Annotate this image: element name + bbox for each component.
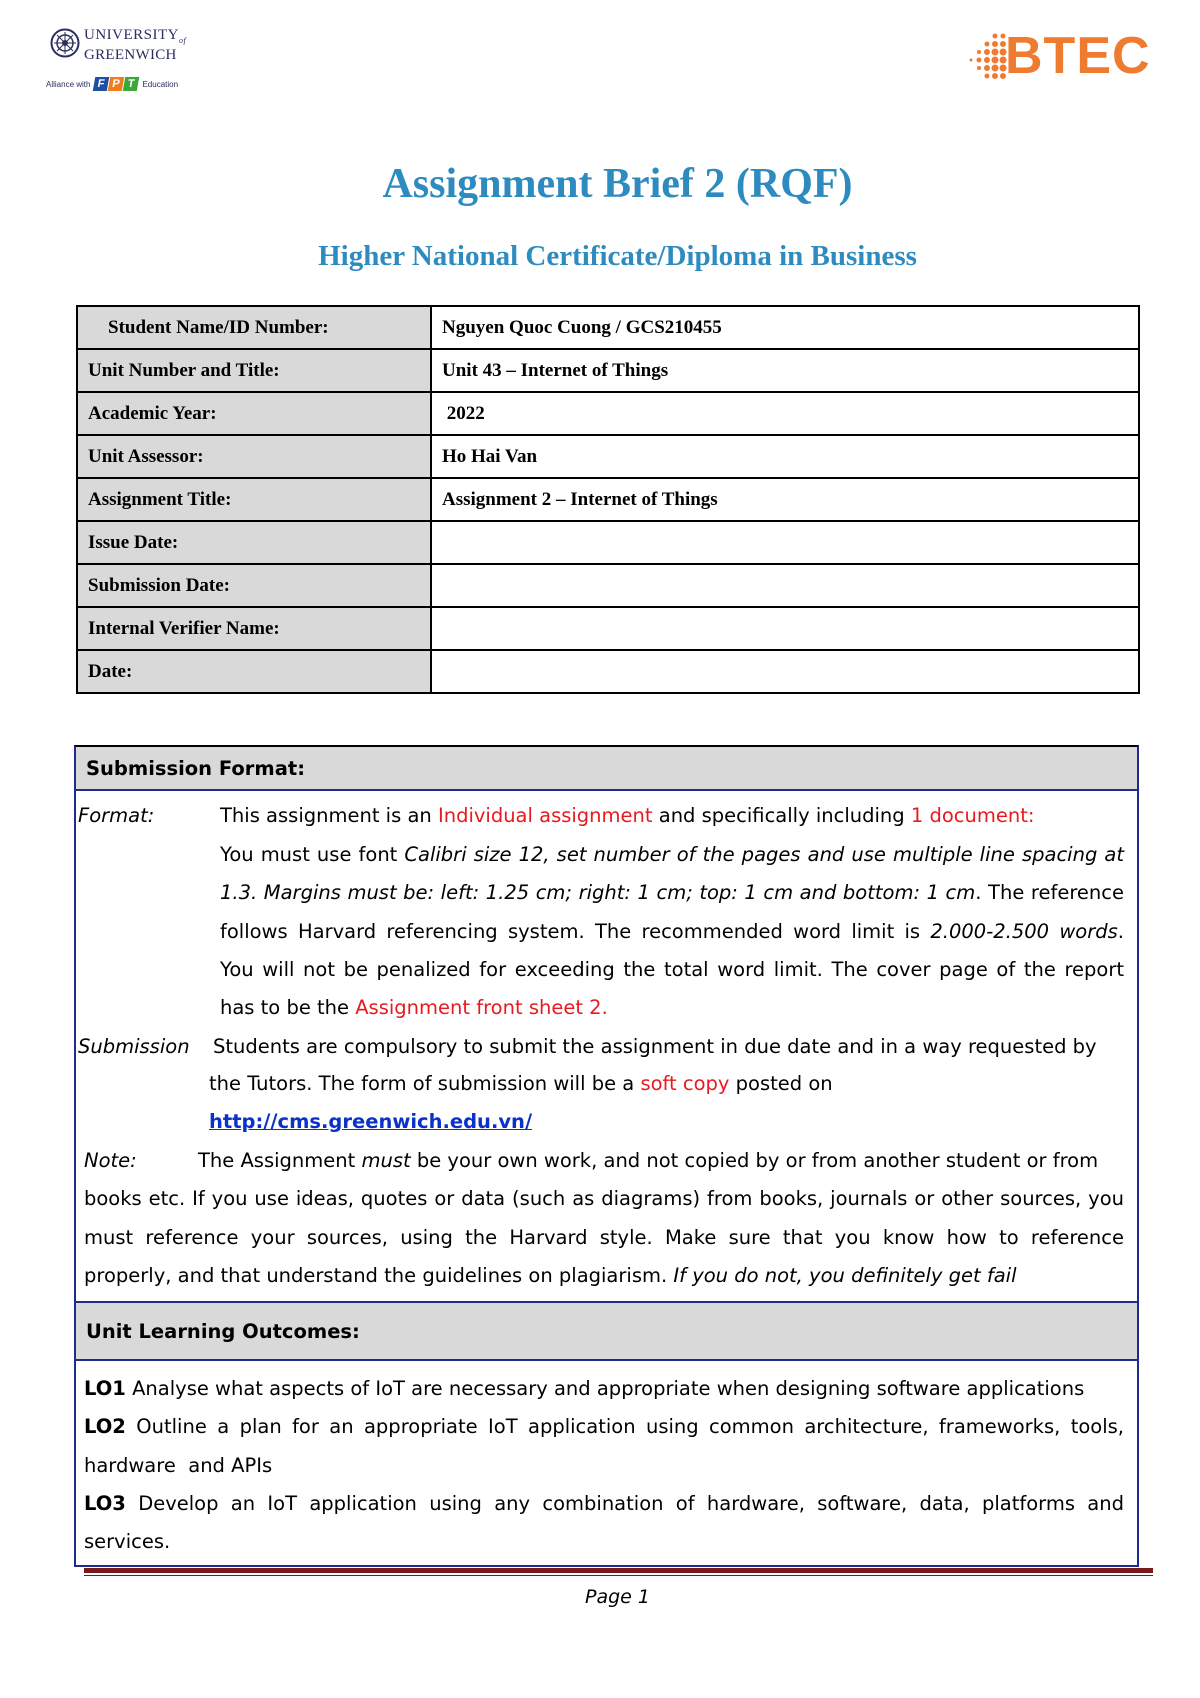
cms-link[interactable]: http://cms.greenwich.edu.vn/ <box>209 1110 533 1133</box>
note-label: Note: <box>84 1149 137 1172</box>
lo3-text: Develop an IoT application using any combination of hardware, software, data, platforms and <box>125 1492 1124 1515</box>
text-segment: 1.3. Margins must be: left: 1.25 cm; right: 1 cm; top: 1 cm and bottom: 1 cm <box>220 881 976 904</box>
lo1-line <box>84 1377 1084 1401</box>
format-line-1 <box>220 804 1034 828</box>
submission-format-box <box>74 745 1139 1567</box>
row-value: Nguyen Quoc Cuong / GCS210455 <box>431 306 1139 349</box>
lo2-text: Outline a plan for an appropriate IoT application using common architecture, frameworks, tools, <box>125 1415 1124 1438</box>
individual-assignment-emphasis: Individual assignment <box>437 804 653 827</box>
format-label: Format: <box>78 804 155 827</box>
learning-outcomes-heading: Unit Learning Outcomes: <box>76 1301 1137 1361</box>
assignment-info-table <box>76 305 1140 694</box>
table-row <box>77 478 1139 521</box>
note-line-4 <box>84 1264 1017 1288</box>
format-line-4 <box>220 920 1124 944</box>
one-document-emphasis: 1 document: <box>910 804 1035 827</box>
lo2-line-2: hardware and APIs <box>84 1454 273 1477</box>
row-label: Unit Assessor: <box>77 435 431 478</box>
page-subtitle: Higher National Certificate/Diploma in Business <box>318 240 917 272</box>
fpt-letter-p: P <box>108 77 124 91</box>
submission-format-heading: Submission Format: <box>76 747 1137 791</box>
format-line-3 <box>220 881 1124 905</box>
table-row <box>77 607 1139 650</box>
note-line-1 <box>198 1149 1098 1173</box>
submission-line-2 <box>209 1072 833 1096</box>
lo3-line-2: services. <box>84 1530 171 1553</box>
format-line-2 <box>220 843 1124 867</box>
front-sheet-emphasis: Assignment front sheet 2. <box>355 996 608 1019</box>
table-row <box>77 650 1139 693</box>
page-title: Assignment Brief 2 (RQF) <box>382 161 853 207</box>
row-label: Student Name/ID Number: <box>77 306 431 349</box>
row-label: Issue Date: <box>77 521 431 564</box>
lo1-text: Analyse what aspects of IoT are necessary and appropriate when designing software applications <box>125 1377 1085 1400</box>
fpt-logo <box>94 77 138 91</box>
alliance-prefix: Alliance with <box>46 79 91 89</box>
table-row <box>77 564 1139 607</box>
text-segment: properly, and that understand the guidelines on plagiarism. <box>84 1264 674 1287</box>
row-value <box>431 564 1139 607</box>
university-of-greenwich-logo <box>44 26 194 96</box>
cms-link-line <box>209 1110 532 1134</box>
text-segment: The Assignment <box>198 1149 362 1172</box>
row-value: 2022 <box>431 392 1139 435</box>
page-number: Page 1 <box>585 1586 650 1608</box>
text-segment: . The reference <box>975 881 1124 904</box>
btec-logo <box>965 28 1175 88</box>
row-value <box>431 650 1139 693</box>
text-segment: posted on <box>729 1072 833 1095</box>
note-line-3: must reference your sources, using the Harvard style. Make sure that you know how to reference <box>84 1226 1124 1249</box>
text-segment: follows Harvard referencing system. The recommended word limit is <box>220 920 931 943</box>
row-value <box>431 521 1139 564</box>
footer-divider-thin <box>84 1575 1153 1576</box>
text-segment: be your own work, and not copied by or from another student or from <box>410 1149 1099 1172</box>
row-label: Unit Number and Title: <box>77 349 431 392</box>
text-segment: This assignment is an <box>220 804 438 827</box>
btec-dots-icon <box>965 30 1009 86</box>
alliance-line <box>46 72 236 96</box>
table-row <box>77 392 1139 435</box>
note-line-2: books etc. If you use ideas, quotes or data (such as diagrams) from books, journals or other sources, you <box>84 1187 1124 1210</box>
row-label: Date: <box>77 650 431 693</box>
fpt-letter-t: T <box>123 77 139 91</box>
text-segment: has to be the <box>220 996 356 1019</box>
soft-copy-emphasis: soft copy <box>640 1072 730 1095</box>
text-segment: . <box>1117 920 1124 943</box>
submission-line-1: Students are compulsory to submit the assignment in due date and in a way requested by <box>213 1035 1097 1058</box>
university-name: $UNIVERSITY_{of}$ GREENWICH <box>84 27 187 63</box>
table-row <box>77 435 1139 478</box>
row-value <box>431 607 1139 650</box>
lo1-code: LO1 <box>84 1377 126 1400</box>
lo3-line-1 <box>84 1492 1124 1516</box>
greenwich-seal-icon <box>50 28 80 58</box>
row-label: Assignment Title: <box>77 478 431 521</box>
text-segment: If you do not, you definitely get fail <box>673 1264 1017 1287</box>
table-row <box>77 521 1139 564</box>
text-segment: must <box>361 1149 411 1172</box>
alliance-suffix: Education <box>142 79 179 89</box>
format-line-5: You will not be penalized for exceeding the total word limit. The cover page of the report <box>220 958 1124 981</box>
text-segment: You must use font <box>220 843 405 866</box>
text-segment: and specifically including <box>652 804 911 827</box>
row-value: Unit 43 – Internet of Things <box>431 349 1139 392</box>
row-label: Submission Date: <box>77 564 431 607</box>
text-segment: 2.000-2.500 words <box>930 920 1118 943</box>
format-line-6 <box>220 996 608 1020</box>
fpt-letter-f: F <box>93 77 109 91</box>
table-row <box>77 306 1139 349</box>
text-segment: the Tutors. The form of submission will be a <box>209 1072 641 1095</box>
submission-label: Submission <box>78 1035 190 1058</box>
row-label: Academic Year: <box>77 392 431 435</box>
lo2-code: LO2 <box>84 1415 126 1438</box>
text-segment: Calibri size 12, set number of the pages and use multiple line spacing at <box>404 843 1124 866</box>
row-value: Assignment 2 – Internet of Things <box>431 478 1139 521</box>
row-value: Ho Hai Van <box>431 435 1139 478</box>
btec-wordmark: BTEC <box>1005 27 1151 85</box>
table-row <box>77 349 1139 392</box>
lo2-line-1 <box>84 1415 1124 1439</box>
lo3-code: LO3 <box>84 1492 126 1515</box>
footer-divider <box>84 1568 1153 1573</box>
row-label: Internal Verifier Name: <box>77 607 431 650</box>
